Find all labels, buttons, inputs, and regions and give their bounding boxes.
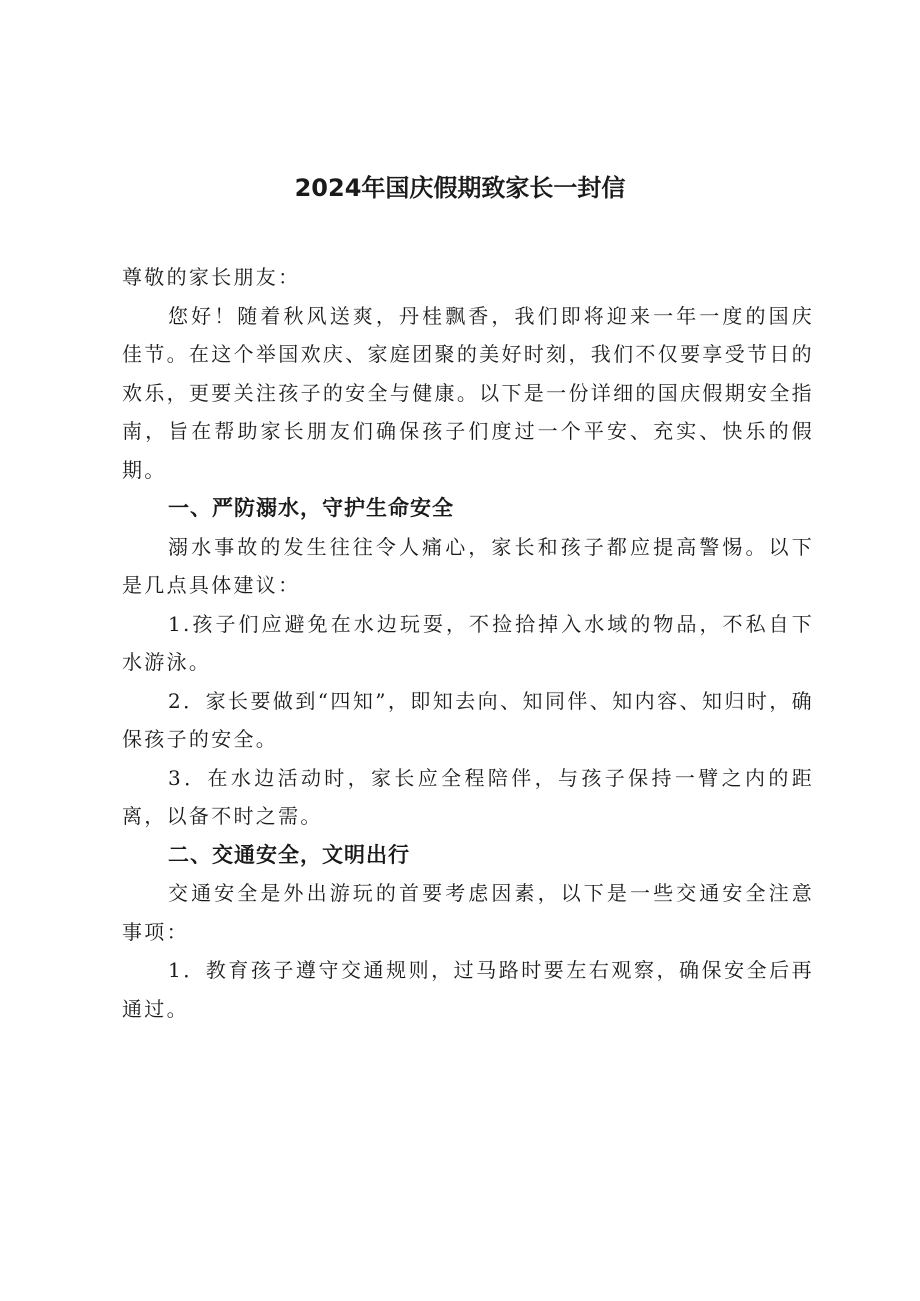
section-1-item-1: 1.孩子们应避免在水边玩耍，不捡拾掉入水域的物品，不私自下水游泳。 xyxy=(122,611,814,674)
document-title: 2024年国庆假期致家长一封信 xyxy=(294,174,626,202)
section-1-intro: 溺水事故的发生往往令人痛心，家长和孩子都应提高警惕。以下是几点具体建议： xyxy=(122,534,814,597)
section-2-intro: 交通安全是外出游玩的首要考虑因素，以下是一些交通安全注意事项： xyxy=(122,881,814,944)
intro-paragraph: 您好！随着秋风送爽，丹桂飘香，我们即将迎来一年一度的国庆佳节。在这个举国欢庆、家庭团聚的美好时刻，我们不仅要享受节日的欢乐，更要关注孩子的安全与健康。以下是一份详细的国庆假期安全指南，旨在帮助家长朋友们确保孩子们度过一个平安、充实、快乐的假期。 xyxy=(122,303,814,482)
section-2-heading: 二、交通安全，文明出行 xyxy=(168,842,410,867)
section-2-item-1: 1．教育孩子遵守交通规则，过马路时要左右观察，确保安全后再通过。 xyxy=(122,958,814,1021)
letter-body xyxy=(122,258,814,1028)
salutation: 尊敬的家长朋友： xyxy=(122,265,301,289)
section-1-item-2: 2．家长要做到“四知”，即知去向、知同伴、知内容、知归时，确保孩子的安全。 xyxy=(122,688,814,751)
section-1-heading: 一、严防溺水，守护生命安全 xyxy=(168,496,454,520)
section-1-item-3: 3．在水边活动时，家长应全程陪伴，与孩子保持一臂之内的距离，以备不时之需。 xyxy=(122,765,814,828)
